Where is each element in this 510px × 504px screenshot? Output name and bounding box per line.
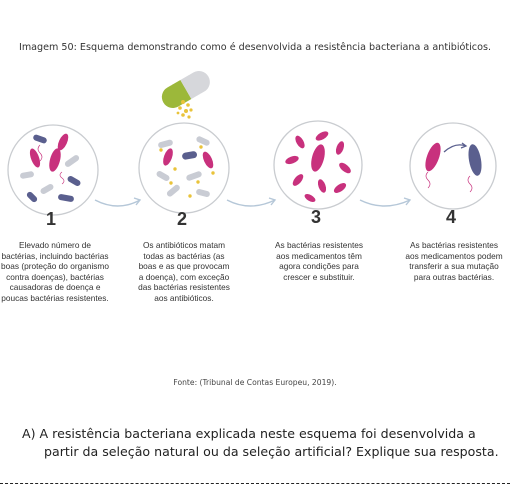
question-line-2: partir da seleção natural ou da seleção artificial? Explique sua resposta. xyxy=(44,444,499,459)
stage-number-1: 1 xyxy=(46,209,57,229)
progression-arrows xyxy=(95,198,410,206)
stage-number-4: 4 xyxy=(446,207,457,227)
figure-title: Imagem 50: Esquema demonstrando como é desenvolvida a resistência bacteriana a antibióticos. xyxy=(18,42,491,53)
stage-circle-4 xyxy=(410,123,496,209)
stage-number-2: 2 xyxy=(177,209,188,229)
question-label: A) xyxy=(22,426,36,441)
stage-4-description: As bactérias resistentes aos medicamentos podem transferir a sua mutação para outras bactérias. xyxy=(405,240,503,282)
question-a xyxy=(22,425,506,461)
answer-line xyxy=(0,483,510,485)
stage-1-description: Elevado número de bactérias, incluindo bactérias boas (proteção do organismo contra doenças), bactérias causadoras de doença e poucas bactérias resistentes. xyxy=(1,240,109,303)
question-line-1: A resistência bacteriana explicada neste esquema foi desenvolvida a xyxy=(39,426,476,441)
antibiotic-capsule-icon xyxy=(158,67,214,119)
stage-2-description: Os antibióticos matam todas as bactérias (as boas e as que provocam a doença), com exceção das bactérias resistentes aos antibióticos. xyxy=(138,240,230,303)
stage-number-3: 3 xyxy=(311,207,322,227)
stage-circle-2 xyxy=(139,123,229,213)
figure-source: Fonte: (Tribunal de Contas Europeu, 2019). xyxy=(173,378,337,387)
stage-3-description: As bactérias resistentes aos medicamentos têm agora condições para crescer e substituir. xyxy=(274,240,364,282)
